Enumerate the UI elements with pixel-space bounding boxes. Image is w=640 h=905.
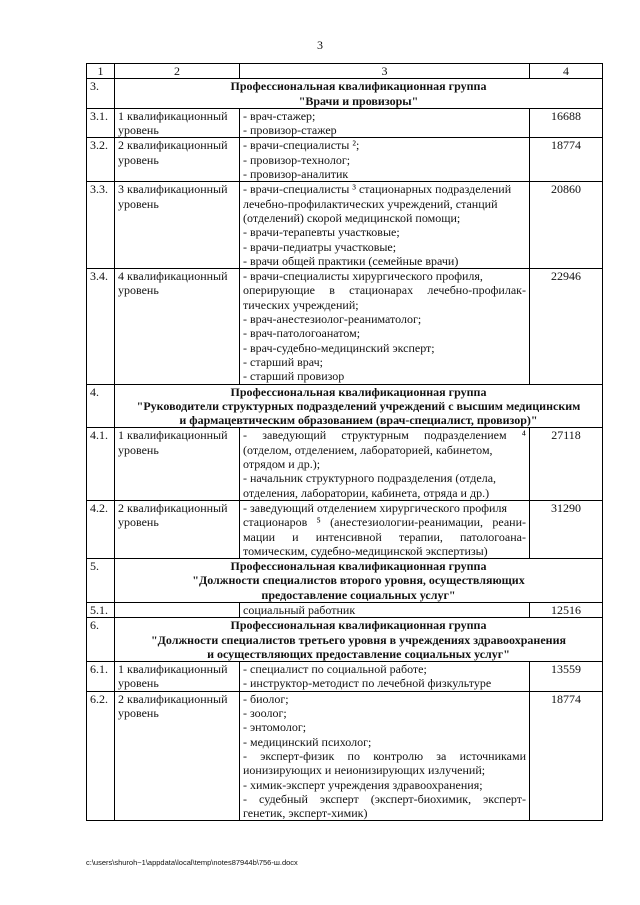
salary-value: 31290	[530, 500, 603, 558]
group-header-row	[87, 79, 603, 109]
salary-value: 22946	[530, 269, 603, 384]
group-title	[115, 79, 603, 109]
row-number: 3.3.	[87, 182, 115, 269]
position-line: - врачи-специалисты хирургического профиля,	[243, 269, 483, 284]
row-number: 3.1.	[87, 108, 115, 138]
positions-list	[240, 138, 530, 182]
group-header-row	[87, 559, 603, 603]
qualification-level	[115, 138, 240, 182]
salary-value: 13559	[530, 662, 603, 692]
group-title-line: "Должности специалистов третьего уровня в учреждениях здравоохранения	[150, 632, 566, 647]
qualification-level	[115, 691, 240, 821]
table-row	[87, 428, 603, 500]
group-title	[115, 618, 603, 662]
position-line: (отделом, отделением, лабораторией, кабинетом,	[243, 442, 493, 457]
position-line: тических учреждений;	[243, 297, 359, 312]
salary-value: 18774	[530, 691, 603, 821]
table-body	[87, 64, 603, 821]
position-line: - врач-судебно-медицинский эксперт;	[243, 340, 435, 355]
level-line: уровень	[118, 442, 159, 457]
group-number: 4.	[87, 384, 115, 428]
salary-value: 18774	[530, 138, 603, 182]
position-line: - специалист по социальной работе;	[243, 662, 427, 677]
group-title-line: Профессиональная квалификационная группа	[230, 79, 487, 94]
position-line: - медицинский психолог;	[243, 734, 372, 749]
table-row	[87, 602, 603, 617]
position-line: - начальник структурного подразделения (отдела,	[243, 471, 497, 486]
row-number: 4.1.	[87, 428, 115, 500]
group-title-line: "Руководители структурных подразделений учреждений с высшим медицинским	[136, 398, 581, 413]
row-number: 3.2.	[87, 138, 115, 182]
group-header-row	[87, 618, 603, 662]
level-line: уровень	[118, 676, 159, 691]
position-line: - заведующий отделением хирургического профиля	[243, 500, 507, 515]
qualification-level	[115, 108, 240, 138]
positions-list	[240, 691, 530, 821]
table-row	[87, 182, 603, 269]
group-number: 6.	[87, 618, 115, 662]
position-line: (отделений) скорой медицинской помощи;	[243, 210, 461, 225]
qualification-level	[115, 500, 240, 558]
position-line: - заведующий структурным подразделением ⁴	[243, 428, 526, 443]
table-row	[87, 138, 603, 182]
group-title	[115, 384, 603, 428]
position-line: томическим, судебно-медицинской экспертизы)	[243, 543, 488, 558]
position-line: - инструктор-методист по лечебной физкультуре	[243, 676, 492, 691]
page-number: 3	[317, 38, 323, 52]
table-row	[87, 691, 603, 821]
position-line: - врачи общей практики (семейные врачи)	[243, 253, 459, 268]
level-line: 2 квалификационный	[118, 500, 228, 515]
position-line: - эксперт-физик по контролю за источниками	[243, 748, 526, 763]
positions-list	[240, 108, 530, 138]
table-header-row	[87, 64, 603, 79]
position-line: - врачи-специалисты ³ стационарных подразделений	[243, 182, 512, 197]
position-line: - провизор-аналитик	[243, 167, 349, 182]
group-title-line: "Должности специалистов второго уровня, осуществляющих	[192, 573, 525, 588]
position-line: - зоолог;	[243, 706, 287, 721]
position-line: генетик, эксперт-химик)	[243, 806, 368, 821]
qualification-level	[115, 602, 240, 617]
position-line: - старший провизор	[243, 369, 345, 384]
header-cell: 2	[115, 64, 240, 79]
position-line: - судебный эксперт (эксперт-биохимик, эксперт-	[243, 791, 526, 806]
position-line: отрядом и др.);	[243, 457, 321, 472]
level-line: уровень	[118, 196, 159, 211]
qualification-level	[115, 182, 240, 269]
level-line: 1 квалификационный	[118, 108, 228, 123]
salary-value: 12516	[530, 602, 603, 617]
salary-value: 16688	[530, 108, 603, 138]
header-cell: 3	[240, 64, 530, 79]
position-line: - химик-эксперт учреждения здравоохранения;	[243, 777, 483, 792]
group-title-line: и осуществляющих предоставление социальных услуг"	[207, 646, 510, 661]
row-number: 6.1.	[87, 662, 115, 692]
position-line: - врачи-специалисты ²;	[243, 138, 360, 153]
position-line: ионизирующих и неионизирующих излучений;	[243, 763, 486, 778]
level-line: уровень	[118, 706, 159, 721]
group-title	[115, 559, 603, 603]
positions-list	[240, 662, 530, 692]
salary-value: 27118	[530, 428, 603, 500]
qualification-level	[115, 662, 240, 692]
position-line: - врач-анестезиолог-реаниматолог;	[243, 312, 422, 327]
positions-list	[240, 269, 530, 384]
position-line: - старший врач;	[243, 354, 324, 369]
row-number: 3.4.	[87, 269, 115, 384]
level-line: уровень	[118, 515, 159, 530]
row-number: 6.2.	[87, 691, 115, 821]
position-line: отделения, лаборатории, кабинета, отряда и др.)	[243, 485, 490, 500]
level-line: 1 квалификационный	[118, 662, 228, 677]
positions-list	[240, 428, 530, 500]
header-cell: 4	[530, 64, 603, 79]
level-line: 4 квалификационный	[118, 269, 228, 284]
group-number: 5.	[87, 559, 115, 603]
position-line: - провизор-стажер	[243, 123, 337, 138]
level-line: уровень	[118, 152, 159, 167]
group-header-row	[87, 384, 603, 428]
group-title-line: и фармацевтическим образованием (врач-специалист, провизор)"	[179, 413, 538, 428]
group-title-line: Профессиональная квалификационная группа	[230, 559, 487, 574]
position-line: - врач-стажер;	[243, 108, 316, 123]
position-line: стационаров ⁵ (анестезиологии-реанимации, реани-	[243, 515, 526, 530]
group-title-line: Профессиональная квалификационная группа	[230, 618, 487, 633]
table-row	[87, 500, 603, 558]
table-row	[87, 662, 603, 692]
level-line: уровень	[118, 283, 159, 298]
table-row	[87, 269, 603, 384]
row-number: 5.1.	[87, 602, 115, 617]
group-title-line: Профессиональная квалификационная группа	[230, 384, 487, 399]
qualification-table	[86, 63, 603, 821]
position-line: - врач-патологоанатом;	[243, 326, 361, 341]
level-line: уровень	[118, 123, 159, 138]
row-number: 4.2.	[87, 500, 115, 558]
file-path-footer: c:\users\shuroh~1\appdata\local\temp\notes87944b\756-ш.docx	[86, 858, 298, 867]
position-line: - биолог;	[243, 691, 289, 706]
level-line: 1 квалификационный	[118, 428, 228, 443]
level-line: 2 квалификационный	[118, 691, 228, 706]
position-line: - врачи-педиатры участковые;	[243, 239, 397, 254]
position-line: - врачи-терапевты участковые;	[243, 225, 400, 240]
level-line: 3 квалификационный	[118, 182, 228, 197]
header-cell: 1	[87, 64, 115, 79]
position-line: оперирующие в стационарах лечебно-профилак-	[243, 283, 526, 298]
group-title-line: предоставление социальных услуг"	[261, 587, 456, 602]
qualification-level	[115, 428, 240, 500]
positions-list	[240, 182, 530, 269]
group-title-line: "Врачи и провизоры"	[298, 93, 419, 108]
table-row	[87, 108, 603, 138]
level-line: 2 квалификационный	[118, 138, 228, 153]
position-line: - энтомолог;	[243, 720, 307, 735]
position-line: лечебно-профилактических учреждений, станций	[243, 196, 498, 211]
positions-list	[240, 602, 530, 617]
salary-value: 20860	[530, 182, 603, 269]
group-number: 3.	[87, 79, 115, 109]
position-line: социальный работник	[243, 602, 356, 617]
qualification-level	[115, 269, 240, 384]
positions-list	[240, 500, 530, 558]
position-line: мации и интенсивной терапии, патологоана-	[243, 529, 526, 544]
position-line: - провизор-технолог;	[243, 152, 351, 167]
